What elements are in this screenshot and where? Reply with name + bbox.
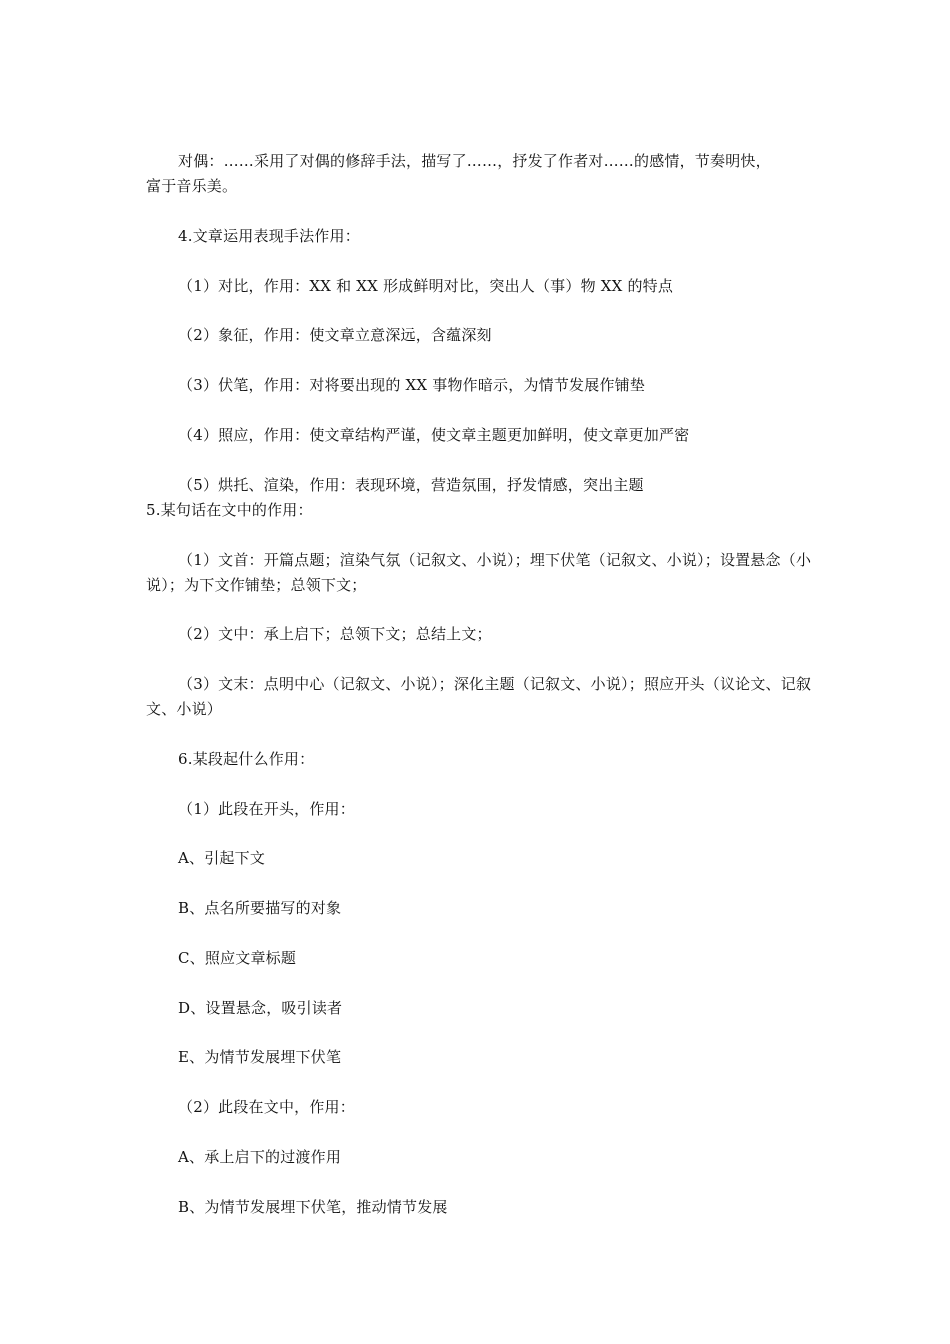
list-item: （3）伏笔，作用：对将要出现的 XX 事物作暗示，为情节发展作铺垫 bbox=[178, 376, 646, 394]
paragraph-duiou-line-2: 富于音乐美。 bbox=[146, 177, 238, 195]
list-item: A、承上启下的过渡作用 bbox=[178, 1148, 342, 1166]
list-item: （2）象征，作用：使文章立意深远，含蕴深刻 bbox=[178, 326, 492, 344]
section-heading-6: 6.某段起什么作用： bbox=[178, 750, 315, 768]
list-item: （1）对比，作用：XX 和 XX 形成鲜明对比，突出人（事）物 XX 的特点 bbox=[178, 277, 674, 295]
paragraph-wenmo-line-2: 文、小说） bbox=[146, 700, 223, 718]
list-item: C、照应文章标题 bbox=[178, 949, 297, 967]
subheading-kaitou: （1）此段在开头，作用： bbox=[178, 800, 355, 818]
list-item: B、点名所要描写的对象 bbox=[178, 899, 342, 917]
section-heading-5: 5.某句话在文中的作用： bbox=[146, 501, 313, 519]
paragraph-duiou-line-1: 对偶：……采用了对偶的修辞手法，描写了……，抒发了作者对……的感情，节奏明快， bbox=[178, 152, 771, 170]
paragraph-wenshou-line-2: 说）；为下文作铺垫；总领下文； bbox=[146, 576, 367, 594]
list-item: E、为情节发展埋下伏笔 bbox=[178, 1048, 342, 1066]
paragraph-wenzhong: （2）文中：承上启下；总领下文；总结上文； bbox=[178, 625, 492, 643]
list-item: D、设置悬念，吸引读者 bbox=[178, 999, 343, 1017]
list-item: A、引起下文 bbox=[178, 849, 266, 867]
subheading-wenzhong: （2）此段在文中，作用： bbox=[178, 1098, 355, 1116]
list-item: （5）烘托、渲染，作用：表现环境，营造氛围，抒发情感，突出主题 bbox=[178, 476, 644, 494]
paragraph-wenshou-line-1: （1）文首：开篇点题；渲染气氛（记叙文、小说）；埋下伏笔（记叙文、小说）；设置悬念（小 bbox=[178, 551, 812, 569]
section-heading-4: 4.文章运用表现手法作用： bbox=[178, 227, 360, 245]
paragraph-wenmo-line-1: （3）文末：点明中心（记叙文、小说）；深化主题（记叙文、小说）；照应开头（议论文、记叙 bbox=[178, 675, 812, 693]
list-item: B、为情节发展埋下伏笔，推动情节发展 bbox=[178, 1198, 448, 1216]
list-item: （4）照应，作用：使文章结构严谨，使文章主题更加鲜明，使文章更加严密 bbox=[178, 426, 690, 444]
